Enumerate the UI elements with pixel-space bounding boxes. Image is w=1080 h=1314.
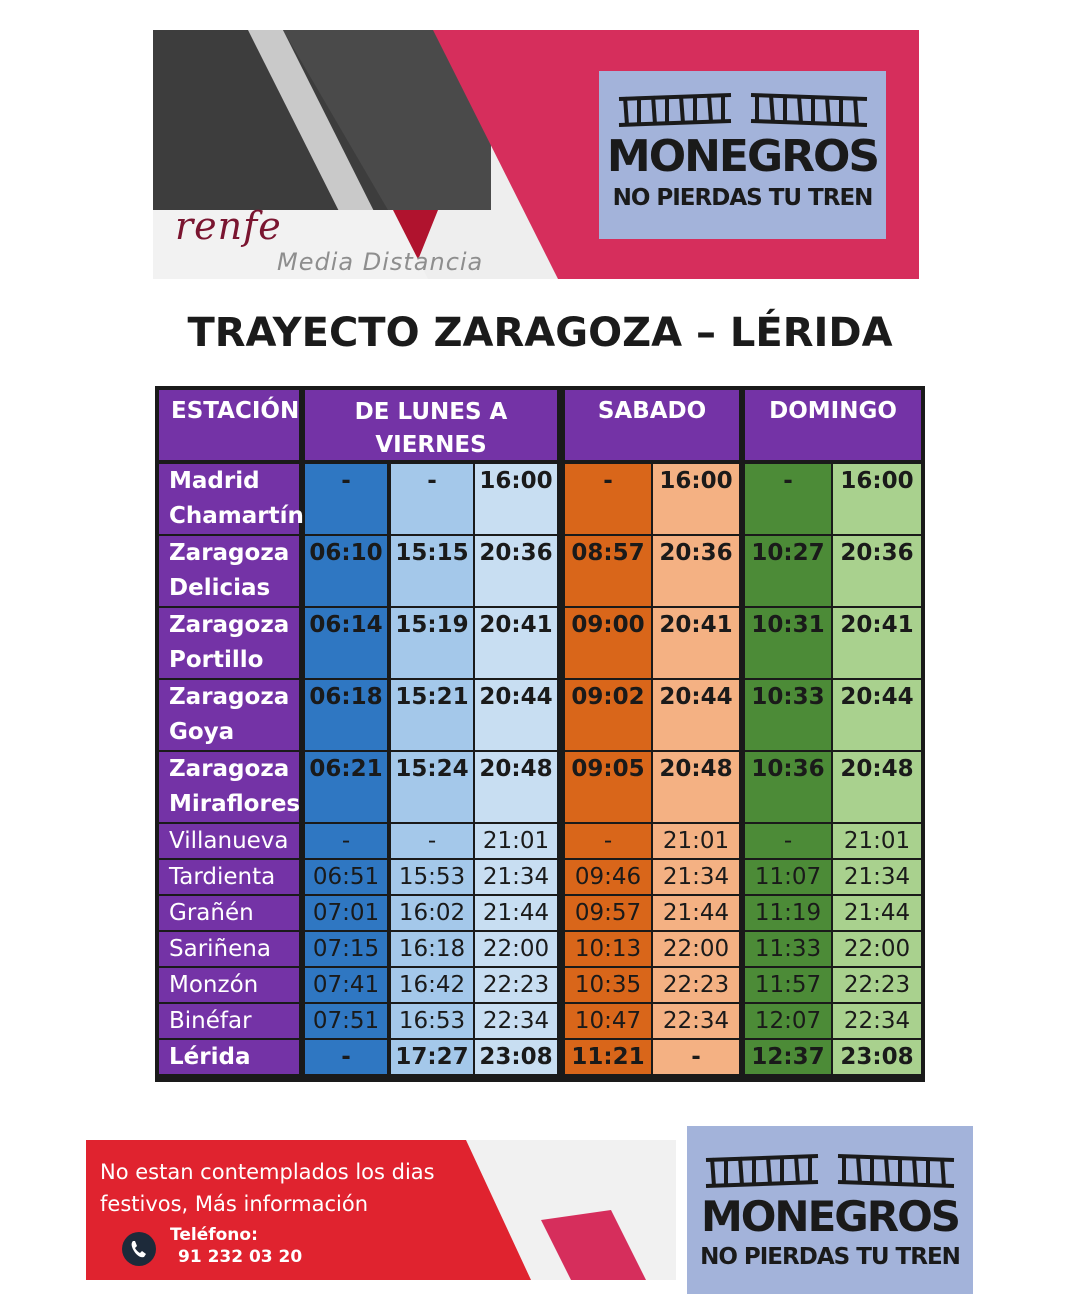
time-cell: 10:27 [745, 536, 831, 606]
station-name-line2: Portillo [169, 647, 264, 673]
station-name [159, 536, 299, 606]
time-cell: 21:34 [475, 860, 557, 894]
station-name [159, 896, 299, 930]
time-cell: 20:44 [653, 680, 739, 750]
station-name [159, 464, 304, 534]
monegros-logo [599, 71, 886, 239]
phone-icon [122, 1232, 156, 1266]
time-cell: 16:53 [391, 1004, 473, 1038]
station-name [159, 968, 299, 1002]
station-name-line1: Madrid [169, 468, 260, 494]
page-title: TRAYECTO ZARAGOZA – LÉRIDA [187, 310, 893, 356]
station-name-line2: Miraflores [169, 791, 301, 817]
time-cell: 07:41 [305, 968, 387, 1002]
time-cell: - [565, 824, 651, 858]
time-cell: 21:01 [833, 824, 921, 858]
time-cell: - [391, 464, 473, 534]
time-cell: 12:07 [745, 1004, 831, 1038]
station-name-line2: Delicias [169, 575, 271, 601]
station-name-line1: Zaragoza [169, 756, 290, 782]
monegros-tagline: NO PIERDAS TU TREN [612, 185, 873, 211]
time-cell: 21:34 [653, 860, 739, 894]
station-name-line1: Lérida [169, 1044, 251, 1070]
time-cell: 16:00 [475, 464, 557, 534]
time-cell: - [305, 464, 387, 534]
time-cell: 10:31 [745, 608, 831, 678]
station-name [159, 824, 299, 858]
time-cell: 16:02 [391, 896, 473, 930]
time-cell: 11:07 [745, 860, 831, 894]
station-name-line1: Monzón [169, 972, 259, 998]
station-name [159, 860, 299, 894]
time-cell: - [745, 464, 831, 534]
station-name-line1: Zaragoza [169, 540, 290, 566]
monegros-title: MONEGROS [606, 131, 879, 182]
time-cell: 09:02 [565, 680, 651, 750]
footer-note [100, 1156, 500, 1220]
time-cell: 21:44 [653, 896, 739, 930]
time-cell: 06:51 [305, 860, 387, 894]
header-weekdays [305, 390, 557, 460]
time-cell: 22:34 [833, 1004, 921, 1038]
renfe-logo: renfe [175, 204, 282, 248]
time-cell: 06:21 [305, 752, 387, 822]
time-cell: 22:00 [653, 932, 739, 966]
header-station: ESTACIÓN [159, 390, 299, 460]
railway-tracks-icon [615, 91, 871, 129]
time-cell: 20:48 [653, 752, 739, 822]
station-name [159, 680, 299, 750]
time-cell: 22:23 [475, 968, 557, 1002]
time-cell: 22:34 [475, 1004, 557, 1038]
time-cell: 16:00 [833, 464, 921, 534]
railway-tracks-icon [702, 1152, 958, 1190]
time-cell: 20:36 [475, 536, 557, 606]
monegros-tagline: NO PIERDAS TU TREN [700, 1244, 960, 1270]
phone-number[interactable]: 91 232 03 20 [178, 1247, 303, 1267]
time-cell: 16:42 [391, 968, 473, 1002]
time-cell: - [745, 824, 831, 858]
time-cell: 20:41 [475, 608, 557, 678]
time-cell: 09:57 [565, 896, 651, 930]
time-cell: 20:36 [653, 536, 739, 606]
station-name-line1: Grañén [169, 900, 254, 926]
time-cell: 15:21 [391, 680, 473, 750]
time-cell: 09:05 [565, 752, 651, 822]
time-cell: 06:14 [305, 608, 387, 678]
time-cell: 21:44 [833, 896, 921, 930]
station-name [159, 752, 299, 822]
time-cell: 09:00 [565, 608, 651, 678]
time-cell: 22:23 [833, 968, 921, 1002]
footer-note-line2: festivos, Más información [100, 1192, 369, 1216]
time-cell: 17:27 [391, 1040, 473, 1074]
station-name-line1: Villanueva [169, 828, 289, 854]
phone-label: Teléfono: [170, 1225, 258, 1245]
header-weekdays-line1: DE LUNES A [354, 399, 508, 425]
time-cell: 11:57 [745, 968, 831, 1002]
time-cell: - [391, 824, 473, 858]
time-cell: - [565, 464, 651, 534]
monegros-logo-footer [687, 1126, 973, 1294]
header-sunday: DOMINGO [745, 390, 921, 460]
time-cell: 08:57 [565, 536, 651, 606]
station-name-line1: Tardienta [169, 864, 276, 890]
time-cell: 16:18 [391, 932, 473, 966]
time-cell: 20:44 [833, 680, 921, 750]
time-cell: 15:19 [391, 608, 473, 678]
time-cell: 15:15 [391, 536, 473, 606]
time-cell: 11:21 [565, 1040, 651, 1074]
station-name-line1: Zaragoza [169, 612, 290, 638]
time-cell: 10:47 [565, 1004, 651, 1038]
renfe-subtitle: Media Distancia [277, 248, 484, 276]
time-cell: - [653, 1040, 739, 1074]
station-name [159, 1040, 299, 1074]
time-cell: 11:19 [745, 896, 831, 930]
time-cell: 20:41 [653, 608, 739, 678]
time-cell: 20:41 [833, 608, 921, 678]
time-cell: 10:35 [565, 968, 651, 1002]
station-name-line1: Zaragoza [169, 684, 290, 710]
time-cell: 20:48 [833, 752, 921, 822]
time-cell: 23:08 [475, 1040, 557, 1074]
time-cell: 22:34 [653, 1004, 739, 1038]
time-cell: 21:44 [475, 896, 557, 930]
time-cell: 09:46 [565, 860, 651, 894]
header-saturday: SABADO [565, 390, 739, 460]
time-cell: 22:00 [833, 932, 921, 966]
time-cell: 12:37 [745, 1040, 831, 1074]
time-cell: 15:24 [391, 752, 473, 822]
time-cell: 07:01 [305, 896, 387, 930]
time-cell: 23:08 [833, 1040, 921, 1074]
time-cell: 20:44 [475, 680, 557, 750]
time-cell: 21:01 [475, 824, 557, 858]
time-cell: 07:51 [305, 1004, 387, 1038]
time-cell: 10:36 [745, 752, 831, 822]
monegros-title: MONEGROS [700, 1192, 960, 1241]
timetable [155, 386, 925, 1082]
time-cell: 06:10 [305, 536, 387, 606]
time-cell: 21:01 [653, 824, 739, 858]
time-cell: 10:33 [745, 680, 831, 750]
time-cell: 10:13 [565, 932, 651, 966]
time-cell: 20:36 [833, 536, 921, 606]
time-cell: 06:18 [305, 680, 387, 750]
time-cell: 15:53 [391, 860, 473, 894]
time-cell: 21:34 [833, 860, 921, 894]
time-cell: 11:33 [745, 932, 831, 966]
header-weekdays-line2: VIERNES [375, 432, 487, 458]
time-cell: 22:23 [653, 968, 739, 1002]
footer-note-line1: No estan contemplados los dias [100, 1160, 435, 1184]
station-name [159, 608, 299, 678]
time-cell: - [305, 824, 387, 858]
time-cell: 20:48 [475, 752, 557, 822]
time-cell: 07:15 [305, 932, 387, 966]
time-cell: - [305, 1040, 387, 1074]
time-cell: 16:00 [653, 464, 739, 534]
station-name-line1: Sariñena [169, 936, 271, 962]
station-name [159, 932, 299, 966]
station-name-line2: Chamartín [169, 503, 304, 529]
time-cell: 22:00 [475, 932, 557, 966]
station-name-line1: Binéfar [169, 1008, 252, 1034]
station-name-line2: Goya [169, 719, 235, 745]
station-name [159, 1004, 299, 1038]
